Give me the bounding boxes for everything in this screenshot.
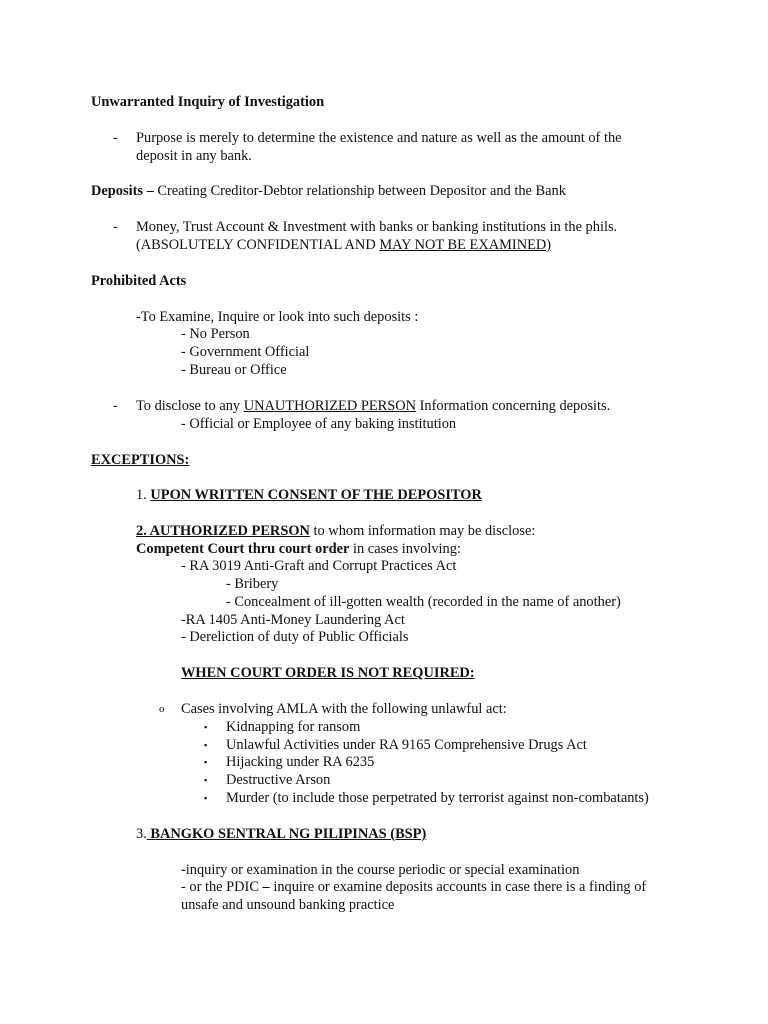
may-not-be-examined-text: MAY NOT BE EXAMINED) (379, 237, 552, 253)
square-bullet-icon: ▪ (204, 740, 208, 750)
circle-bullet-icon: o (159, 703, 165, 715)
unauthorized-person-text: UNAUTHORIZED PERSON (243, 398, 417, 414)
purpose-line-2: deposit in any bank. (136, 148, 252, 164)
disclose-dash: - (113, 398, 118, 414)
exception-2-heading: 2. AUTHORIZED PERSON (136, 523, 310, 539)
deposits-definition (91, 182, 566, 200)
purpose-dash: - (113, 130, 118, 146)
bribery: - Bribery (226, 576, 279, 592)
prohibited-disclose (136, 397, 610, 415)
document-title: Unwarranted Inquiry of Investigation (91, 94, 325, 110)
pdic-text-a: - or the PDIC (181, 879, 263, 895)
square-bullet-icon: ▪ (204, 722, 208, 732)
unlawful-act-item: Murder (to include those perpetrated by terrorist against non-combatants) (226, 790, 649, 806)
unlawful-act-item: Unlawful Activities under RA 9165 Comprehensive Drugs Act (226, 737, 587, 753)
pdic-line (181, 878, 646, 896)
exception-3-text: BANGKO SENTRAL NG PILIPINAS (BSP) (146, 826, 427, 842)
exception-1-number: 1. (136, 487, 151, 503)
prohibited-sub-no-person: - No Person (181, 326, 250, 342)
exception-3 (136, 825, 426, 843)
unlawful-act-item: Kidnapping for ransom (226, 719, 361, 735)
square-bullet-icon: ▪ (204, 793, 208, 803)
confidential-text: (ABSOLUTELY CONFIDENTIAL AND (136, 237, 380, 253)
exception-2-text: to whom information may be disclose: (309, 523, 536, 539)
unlawful-act-item: Hijacking under RA 6235 (226, 754, 375, 770)
deposits-item-line-2 (136, 236, 551, 254)
court-order-not-required-heading: WHEN COURT ORDER IS NOT REQUIRED: (181, 665, 475, 681)
competent-court-bold: Competent Court thru court order (136, 541, 350, 557)
unlawful-act-item: Destructive Arson (226, 772, 331, 788)
deposits-dash: - (113, 219, 118, 235)
disclose-text-c: Information concerning deposits. (416, 398, 611, 414)
ra-1405: -RA 1405 Anti-Money Laundering Act (181, 612, 405, 628)
deposits-item-line-1: Money, Trust Account & Investment with banks or banking institutions in the phils. (136, 219, 618, 235)
prohibited-sub-government-official: - Government Official (181, 344, 310, 360)
deposits-text: Creating Creditor-Debtor relationship between Depositor and the Bank (153, 183, 566, 199)
dereliction: - Dereliction of duty of Public Officials (181, 629, 409, 645)
pdic-text-c: inquire or examine deposits accounts in case there is a finding of (269, 879, 647, 895)
prohibited-acts-heading: Prohibited Acts (91, 273, 187, 289)
exception-1-text: UPON WRITTEN CONSENT OF THE DEPOSITOR (150, 487, 482, 503)
bsp-dash: - (181, 862, 186, 878)
bsp-inquiry (181, 861, 579, 879)
pdic-dash: – (262, 879, 270, 895)
exception-3-number: 3. (136, 826, 147, 842)
prohibited-sub-bureau: - Bureau or Office (181, 362, 287, 378)
exception-1 (136, 486, 482, 504)
bsp-inquiry-text: inquiry or examination in the course periodic or special examination (185, 862, 580, 878)
exception-2 (136, 522, 535, 540)
prohibited-examine: -To Examine, Inquire or look into such deposits : (136, 309, 419, 325)
disclose-text-a: To disclose to any (136, 398, 244, 414)
competent-court-text: in cases involving: (349, 541, 461, 557)
exceptions-heading: EXCEPTIONS: (91, 452, 190, 468)
ra-3019: - RA 3019 Anti-Graft and Corrupt Practices Act (181, 558, 457, 574)
square-bullet-icon: ▪ (204, 757, 208, 767)
purpose-line-1: Purpose is merely to determine the existence and nature as well as the amount of the (136, 130, 622, 146)
square-bullet-icon: ▪ (204, 775, 208, 785)
unsafe-practice-line: unsafe and unsound banking practice (181, 897, 395, 913)
deposits-heading: Deposits – (91, 183, 154, 199)
competent-court (136, 540, 461, 558)
amla-cases: Cases involving AMLA with the following unlawful act: (181, 701, 507, 717)
disclose-sub-official: - Official or Employee of any baking institution (181, 416, 457, 432)
concealment: - Concealment of ill-gotten wealth (recorded in the name of another) (226, 594, 621, 610)
